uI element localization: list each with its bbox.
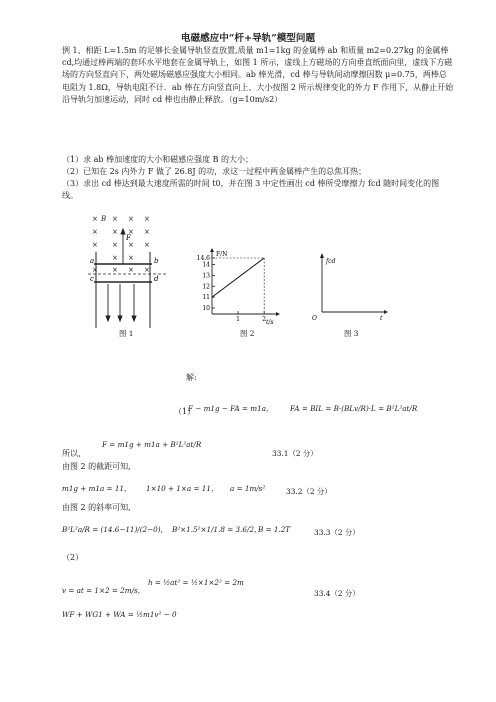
solution-part-2: （2） xyxy=(62,553,84,562)
intercept-text: 由图 2 的截距可知, xyxy=(62,462,131,471)
svg-text:×: × xyxy=(92,228,98,236)
fig2-ytick-label: 13 xyxy=(202,272,210,280)
figure-1-caption: 图 1 xyxy=(119,329,134,338)
equation-energy: WF + WG1 + WA = ½m1v² − 0 xyxy=(62,610,177,619)
fig2-xlabel: t/s xyxy=(266,319,274,326)
equation-ampere-force: FA = BIL = B·(BLv/R)·L = B²L²at/R xyxy=(290,404,418,413)
slope-text: 由图 2 的斜率可知, xyxy=(62,503,131,512)
solution-label: 解: xyxy=(186,373,197,382)
svg-text:×: × xyxy=(112,266,118,274)
fig3-xlabel: t xyxy=(380,315,383,322)
fig2-force-line xyxy=(212,258,264,297)
equation-slope-b: B²×1.5²×1/1.8 = 3.6/2， xyxy=(172,525,262,534)
svg-text:×: × xyxy=(144,215,150,223)
equation-acceleration: a = 1m/s² xyxy=(230,484,266,493)
fig1-label-F: F xyxy=(126,234,131,242)
fig2-ytick-label: 11 xyxy=(202,294,210,302)
document-title: 电磁感应中“杆+导轨”模型问题 xyxy=(180,33,316,44)
equation-height: h = ½at² = ½×1×2² = 2m xyxy=(148,578,244,587)
figure-2-caption: 图 2 xyxy=(240,329,255,338)
question-3: （3）求出 cd 棒达到最大速度所需的时间 t0，并在图 3 中定性画出 cd 棒所受摩擦力 fcd 随时间变化的图线。 xyxy=(62,179,440,201)
fig2-xtick-label: 2 xyxy=(262,316,267,323)
svg-text:×: × xyxy=(92,266,98,274)
question-1: （1）求 ab 棒加速度的大小和磁感应强度 B 的大小； xyxy=(62,155,254,164)
fig2-xtick-label: 1 xyxy=(236,316,241,323)
svg-text:×: × xyxy=(112,215,118,223)
fig2-ylabel: F/N xyxy=(216,251,228,258)
fig1-label-B: B xyxy=(101,215,107,223)
svg-text:×: × xyxy=(128,254,134,262)
svg-text:×: × xyxy=(128,266,134,274)
svg-text:×: × xyxy=(128,215,134,223)
svg-text:×: × xyxy=(128,228,134,236)
svg-text:×: × xyxy=(92,215,98,223)
equation-intercept-a: m1g + m1a = 11， xyxy=(62,484,132,493)
fig2-ytick-label: 12 xyxy=(202,283,210,291)
equation-intercept-b: 1×10 + 1×a = 11， xyxy=(146,484,219,493)
fig2-ytick-label: 14 xyxy=(202,261,210,269)
svg-text:×: × xyxy=(112,228,118,236)
figure-3-axes xyxy=(310,252,390,322)
score-33-4: 33.4（2 分） xyxy=(314,589,360,598)
equation-force: F = m1g + m1a + B²L²at/R xyxy=(102,440,202,449)
score-33-3: 33.3（2 分） xyxy=(314,528,360,537)
svg-text:×: × xyxy=(144,241,150,249)
fig1-label-c: c xyxy=(90,275,94,283)
fig1-label-d: d xyxy=(154,275,159,283)
svg-text:×: × xyxy=(112,241,118,249)
problem-intro: 例 1、相距 L=1.5m 的足够长金属导轨竖直放置,质量 m1=1kg 的金属棒 ab 和质量 m2=0.27kg 的金属棒 cd,均通过棒两端的套环水平地套在金属导轨上，如图 1 所示，虚线上方磁场的方向垂直纸面向里，虚线下方磁场的方向竖直向下，两处磁场磁感应强度大小相同。ab 棒光滑，cd 棒与导轨间动摩擦因数 μ=0.75，两棒总电阻为 1.8Ω，导轨电阻不计．ab 棒在方向竖直向上、大小按图 2 所示规律变化的外力 F 作用下，从静止开始沿导轨匀加速运动，同时 cd 棒也由静止释放。（g=10m/s2） xyxy=(62,46,454,104)
question-2: （2）已知在 2s 内外力 F 做了 26.8J 的功，求这一过程中两金属棒产生的总焦耳热； xyxy=(62,167,367,176)
fig2-ytick-label: 14.6 xyxy=(196,255,210,262)
equation-newton: F − m1g − FA = m1a， xyxy=(188,404,274,413)
svg-text:×: × xyxy=(144,228,150,236)
svg-text:×: × xyxy=(128,241,134,249)
svg-text:×: × xyxy=(112,254,118,262)
equation-field: B = 1.2T xyxy=(258,525,291,534)
fig1-label-b: b xyxy=(154,257,159,265)
score-33-2: 33.2（2 分） xyxy=(286,487,332,496)
figure-3-caption: 图 3 xyxy=(344,329,359,338)
fig3-origin: O xyxy=(312,315,317,322)
equation-velocity: v = at = 1×2 = 2m/s， xyxy=(62,586,145,595)
so-text: 所以， xyxy=(62,449,86,458)
score-33-1: 33.1（2 分） xyxy=(272,449,318,458)
fig3-ylabel: fcd xyxy=(326,258,336,265)
svg-text:×: × xyxy=(144,266,150,274)
solution-part-1: （1） xyxy=(174,407,196,416)
figure-2-chart xyxy=(192,248,282,326)
fig1-label-a: a xyxy=(90,257,95,265)
equation-slope-a: B²L²a/R = (14.6−11)/(2−0)， xyxy=(62,525,168,534)
figure-1-diagram xyxy=(88,212,166,330)
svg-text:×: × xyxy=(92,241,98,249)
fig2-ytick-label: 10 xyxy=(202,305,210,312)
